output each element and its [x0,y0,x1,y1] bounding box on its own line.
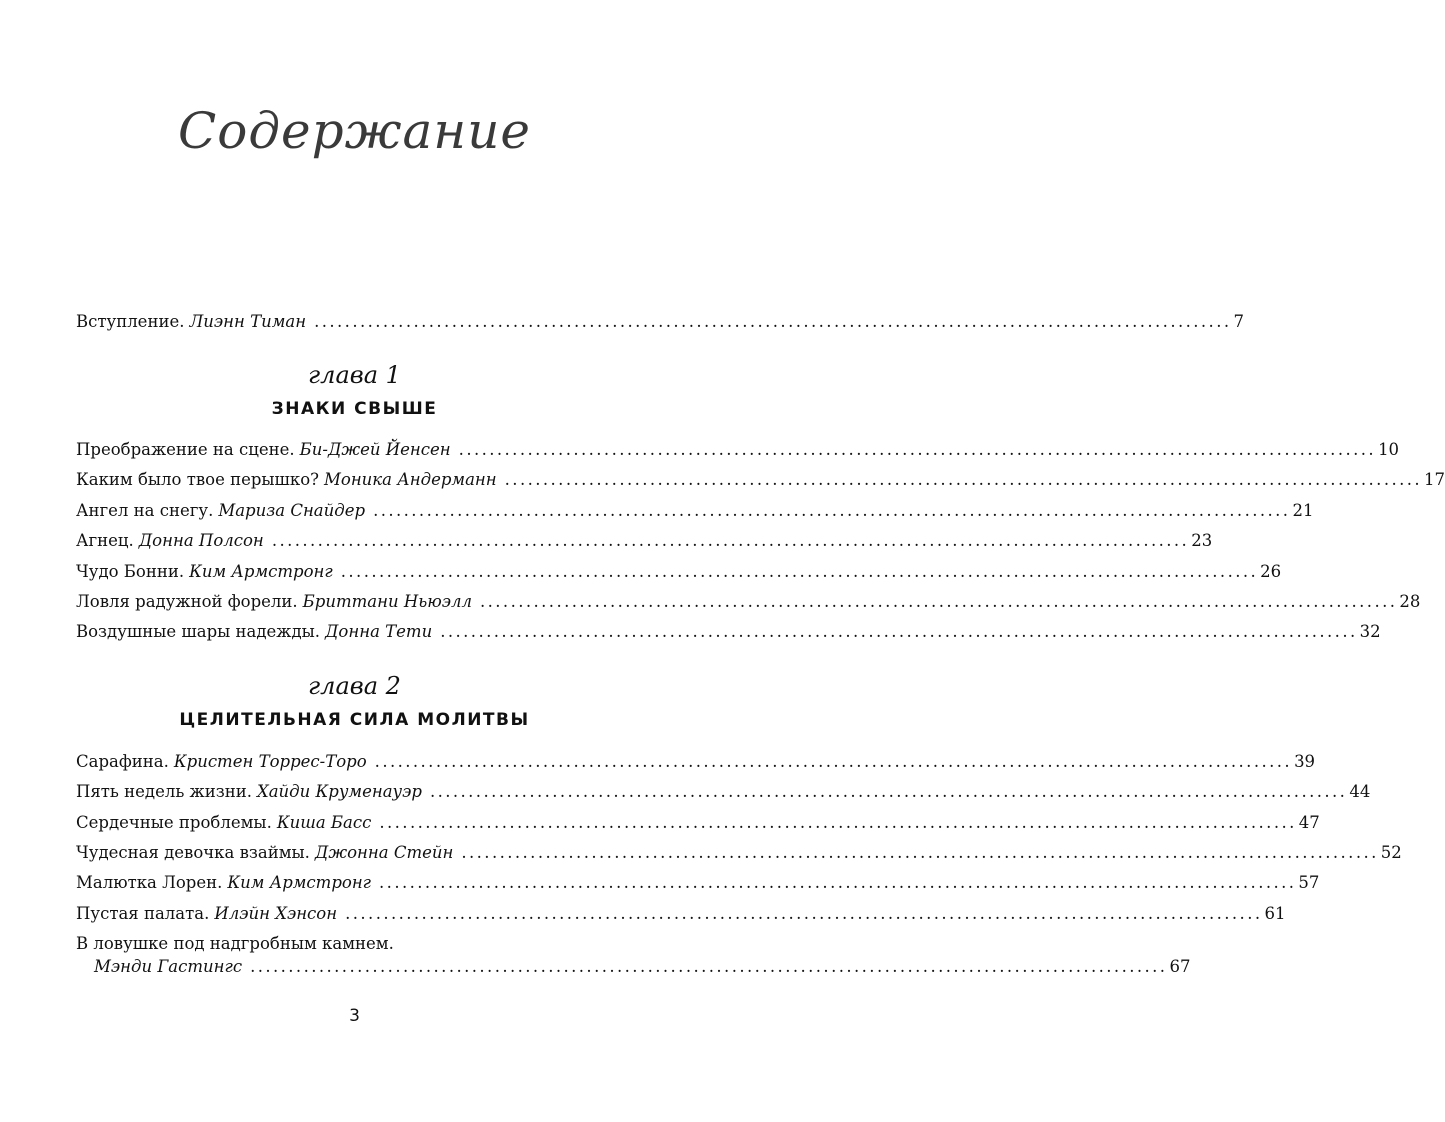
toc-entry-title-line[interactable] [76,932,592,956]
dot-leader: ........................................................................................................................ [440,622,1358,641]
dot-leader: ........................................................................................................................ [314,312,1232,331]
entry-title: Пять недель жизни. [76,782,252,801]
chapter-2-title: ЦЕЛИТЕЛЬНАЯ СИЛА МОЛИТВЫ [179,710,530,730]
toc-entry[interactable] [76,841,1402,865]
entry-author: Хайди Круменауэр [256,782,422,801]
toc-entry[interactable] [76,468,1445,492]
entry-author: Киша Басс [276,813,372,832]
entry-author: Би-Джей Йенсен [299,440,451,459]
page-number: 3 [349,1006,360,1026]
entry-page-number: 52 [1380,843,1402,862]
entry-author: Мариза Снайдер [218,501,366,520]
entry-author: Джонна Стейн [314,843,454,862]
toc-entry-continuation[interactable] [94,955,1191,979]
dot-leader: ........................................................................................................................ [461,843,1379,862]
entry-page-number: 61 [1264,904,1286,923]
toc-entry[interactable] [76,590,1421,614]
entry-page-number: 10 [1378,440,1400,459]
entry-author: Донна Полсон [138,531,264,550]
entry-title: Воздушные шары надежды. [76,622,320,641]
entry-page-number: 39 [1294,752,1316,771]
dot-leader: ........................................................................................................................ [373,501,1291,520]
entry-title: Вступление. [76,312,185,331]
entry-title: Чудо Бонни. [76,562,185,581]
dot-leader: ........................................................................................................................ [345,904,1263,923]
entry-author: Мэнди Гастингс [94,957,243,976]
entry-title: Малютка Лорен. [76,873,223,892]
dot-leader: ........................................................................................................................ [379,873,1297,892]
toc-entry[interactable] [76,529,1213,553]
entry-title: Ангел на снегу. [76,501,214,520]
entry-author: Бриттани Ньюэлл [302,592,472,611]
entry-page-number: 7 [1233,312,1244,331]
entry-title: Сердечные проблемы. [76,813,272,832]
entry-page-number: 17 [1424,470,1445,489]
entry-title: Чудесная девочка взаймы. [76,843,310,862]
entry-page-number: 32 [1359,622,1381,641]
toc-entry[interactable] [76,620,1381,644]
entry-page-number: 26 [1260,562,1282,581]
entry-page-number: 28 [1399,592,1421,611]
chapter-1-title: ЗНАКИ СВЫШЕ [271,399,438,419]
entry-author: Ким Армстронг [227,873,372,892]
toc-entry[interactable] [76,560,1282,584]
chapter-1-label: глава 1 [308,361,401,389]
entry-page-number: 44 [1349,782,1371,801]
toc-entry[interactable] [76,780,1371,804]
toc-entry[interactable] [76,871,1320,895]
entry-author: Илэйн Хэнсон [214,904,338,923]
chapter-2-label: глава 2 [308,672,401,700]
entry-author: Ким Армстронг [189,562,333,581]
dot-leader: ........................................................................................................................ [374,752,1293,771]
toc-entry[interactable] [76,750,1316,774]
entry-author: Лиэнн Тиман [189,312,307,331]
dot-leader: ........................................................................................................................ [250,957,1168,976]
dot-leader: ........................................................................................................................ [429,782,1348,801]
toc-entry[interactable] [76,811,1320,835]
toc-entry-intro[interactable] [76,310,1244,334]
entry-title: Ловля радужной форели. [76,592,298,611]
entry-page-number: 23 [1191,531,1213,550]
entry-page-number: 57 [1298,873,1320,892]
dot-leader: ........................................................................................................................ [340,562,1259,581]
entry-author: Донна Тети [325,622,433,641]
entry-title: Каким было твое перышко? [76,470,319,489]
entry-author: Моника Андерманн [323,470,497,489]
dot-leader: ........................................................................................................................ [504,470,1423,489]
dot-leader: ........................................................................................................................ [379,813,1297,832]
entry-title: В ловушке под надгробным камнем. [76,934,394,953]
entry-page-number: 21 [1292,501,1314,520]
entry-page-number: 47 [1298,813,1320,832]
dot-leader: ........................................................................................................................ [271,531,1190,550]
entry-author: Кристен Торрес-Торо [173,752,367,771]
entry-title: Пустая палата. [76,904,210,923]
toc-entry[interactable] [76,902,1286,926]
dot-leader: ........................................................................................................................ [458,440,1377,459]
toc-entry[interactable] [76,438,1400,462]
toc-entry[interactable] [76,499,1314,523]
dot-leader: ........................................................................................................................ [480,592,1398,611]
entry-page-number: 67 [1169,957,1191,976]
entry-title: Агнец. [76,531,134,550]
entry-title: Сарафина. [76,752,169,771]
page-title: Содержание [177,102,532,160]
entry-title: Преображение на сцене. [76,440,295,459]
